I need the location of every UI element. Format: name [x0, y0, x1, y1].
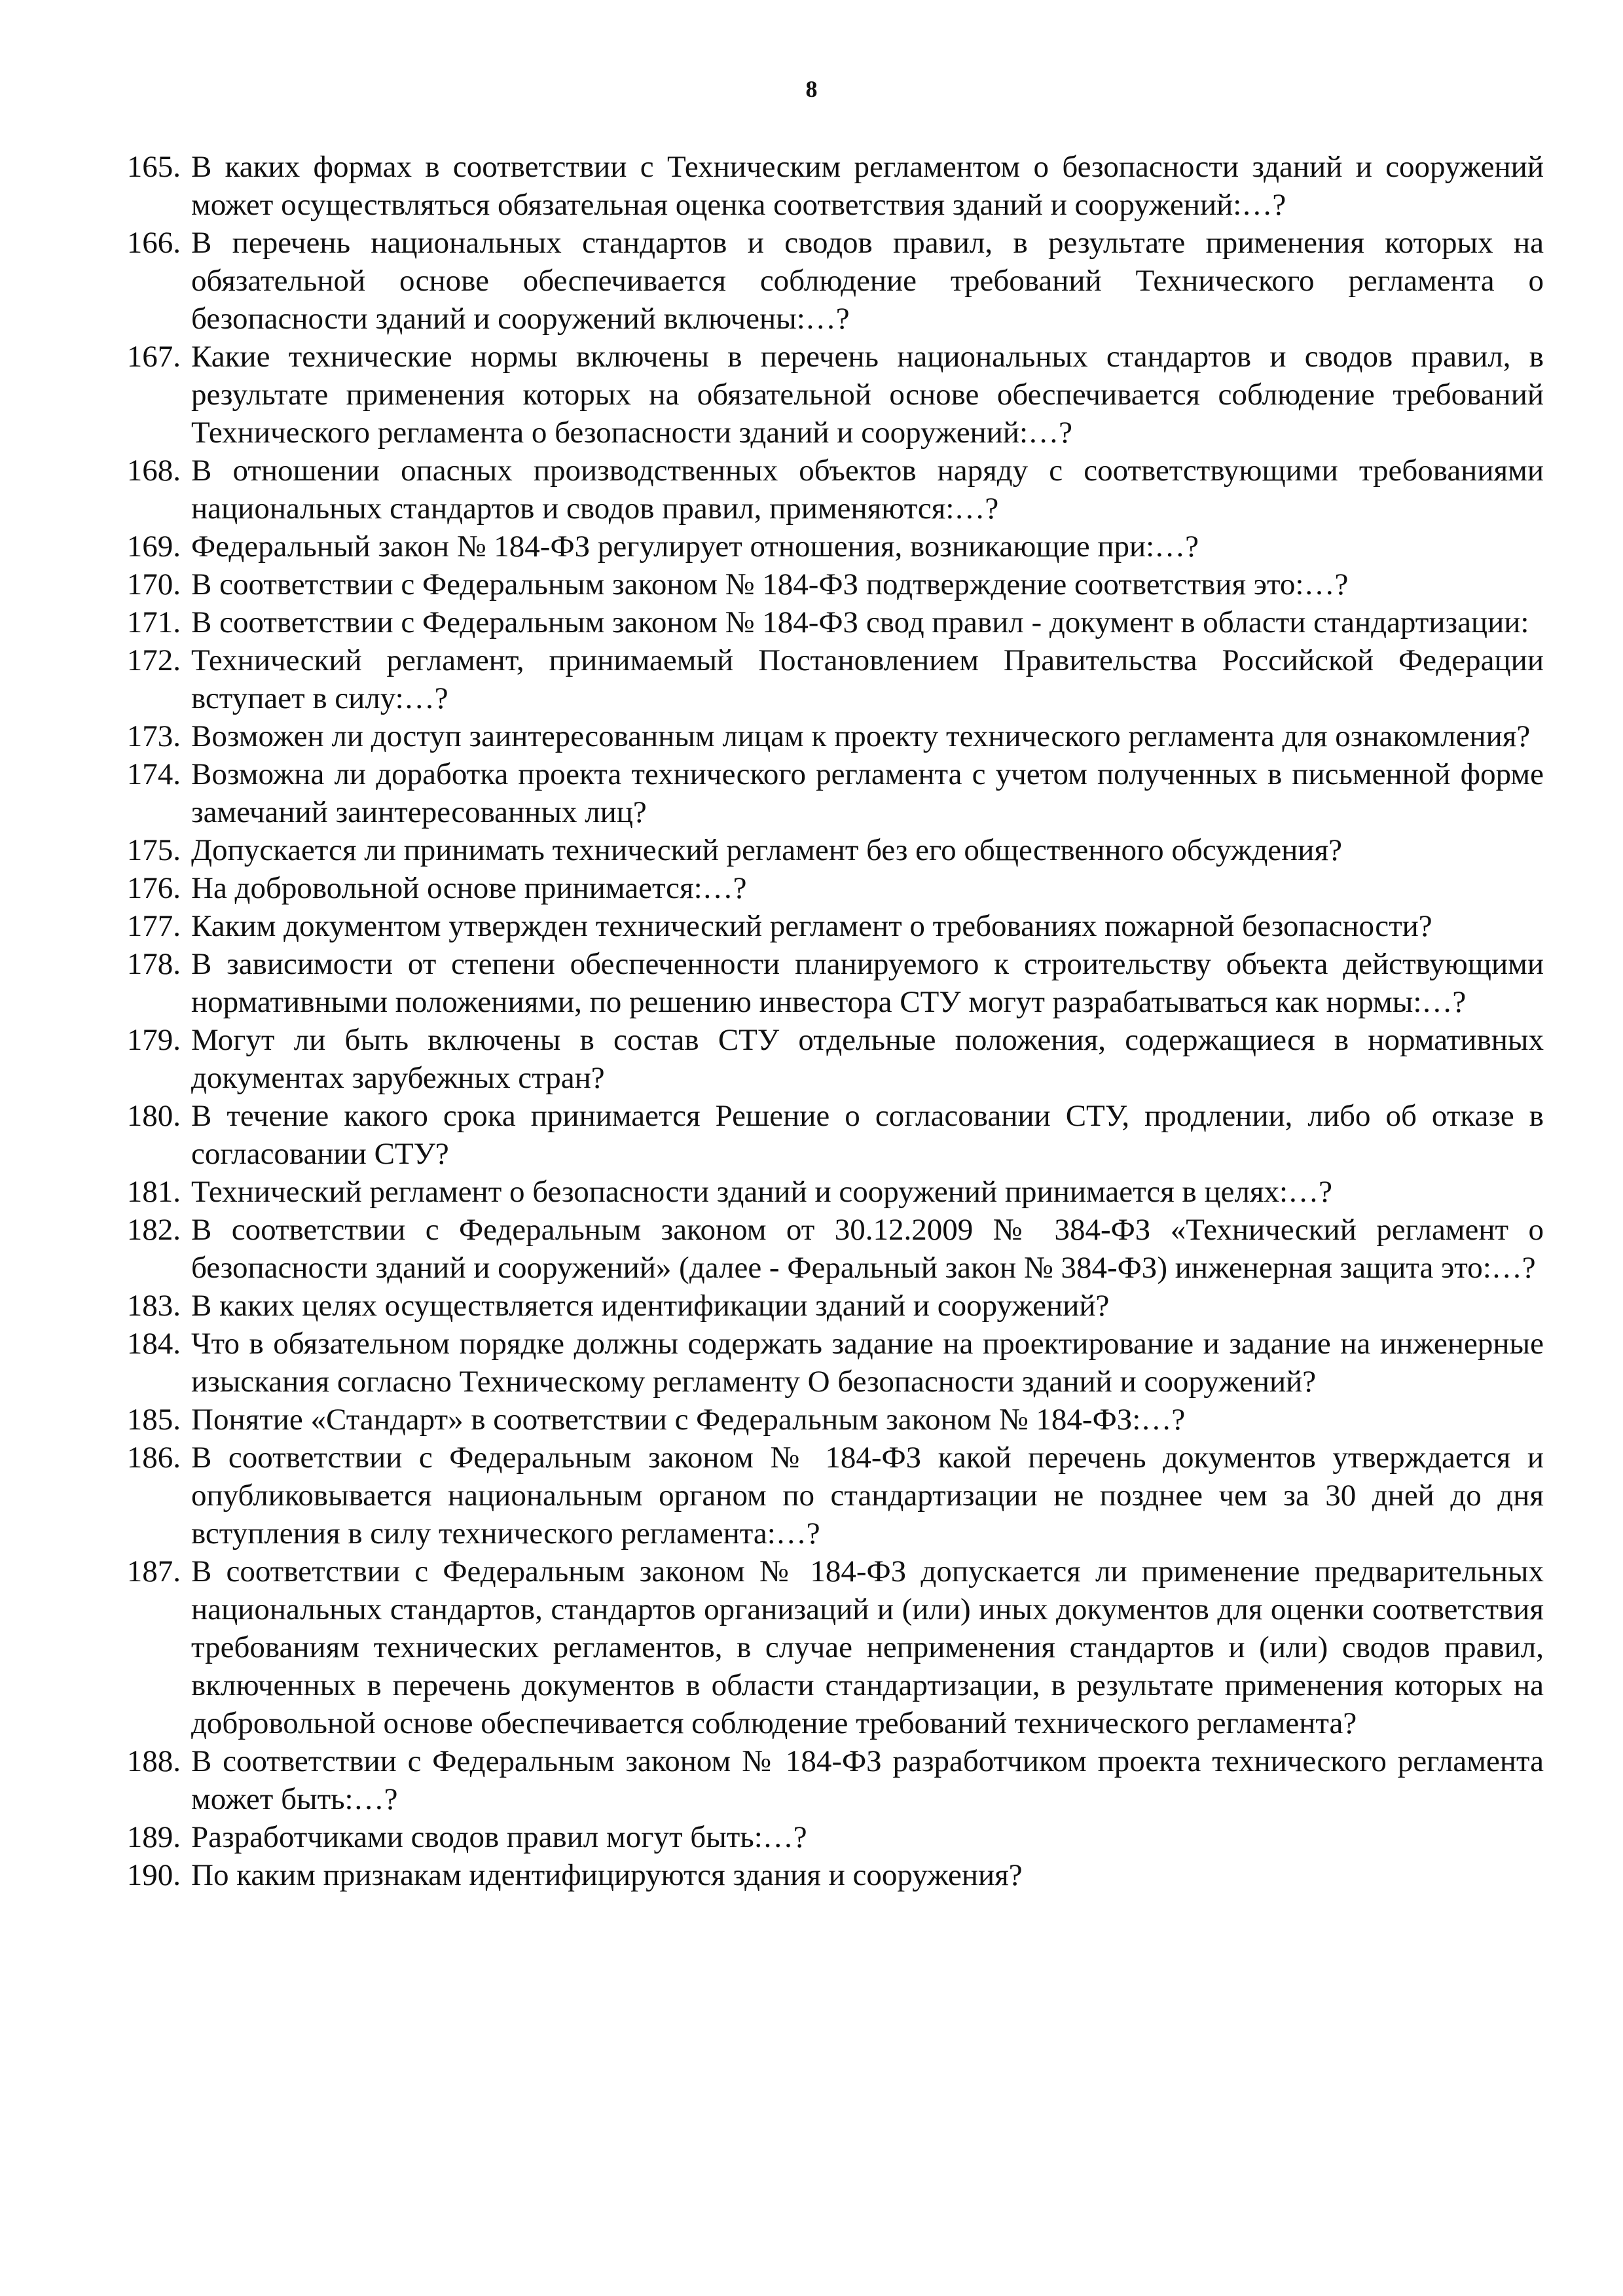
question-text: В соответствии с Федеральным законом № 184-ФЗ допускается ли применение предварительных национальных стандартов, стандартов организаций и (или) иных документов для оценки соответствия требованиям технических регламентов, в случае неприменения стандартов и (или) сводов правил, включенных в перечень документов в области стандартизации, в результате применения которых на добровольной основе обеспечивается соблюдение требований технического регламента? [191, 1554, 1544, 1740]
question-item [110, 528, 1544, 565]
question-list [110, 148, 1544, 1894]
question-number: 178. [126, 947, 181, 981]
question-text: Разработчиками сводов правил могут быть:…? [191, 1820, 807, 1854]
question-number: 180. [126, 1099, 181, 1133]
question-item [110, 452, 1544, 528]
question-text: В соответствии с Федеральным законом № 184-ФЗ подтверждение соответствия это:…? [191, 567, 1349, 601]
question-item [110, 1401, 1544, 1439]
question-text: На добровольной основе принимается:…? [191, 871, 747, 905]
question-item [110, 1439, 1544, 1552]
question-text: Федеральный закон № 184-ФЗ регулирует отношения, возникающие при:…? [191, 529, 1199, 564]
question-number: 188. [126, 1744, 181, 1778]
question-text: В соответствии с Федеральным законом от 30.12.2009 № 384-ФЗ «Технический регламент о безопасности зданий и сооружений» (далее - Феральный закон № 384-ФЗ) инженерная защита это:…? [191, 1213, 1544, 1285]
question-number: 175. [126, 833, 181, 867]
question-text: Технический регламент о безопасности зданий и сооружений принимается в целях:…? [191, 1175, 1332, 1209]
question-item [110, 1173, 1544, 1211]
question-item [110, 148, 1544, 224]
question-text: По каким признакам идентифицируются здания и сооружения? [191, 1858, 1023, 1892]
question-text: Технический регламент, принимаемый Постановлением Правительства Российской Федерации вступает в силу:…? [191, 643, 1544, 715]
question-item [110, 224, 1544, 338]
question-item [110, 1287, 1544, 1325]
question-number: 167. [126, 340, 181, 374]
question-text: В отношении опасных производственных объектов наряду с соответствующими требованиями национальных стандартов и сводов правил, применяются:…? [191, 454, 1544, 526]
question-number: 172. [126, 643, 181, 677]
page-number: 8 [805, 76, 818, 102]
question-number: 173. [126, 719, 181, 753]
question-number: 189. [126, 1820, 181, 1854]
question-item [110, 338, 1544, 452]
question-text: Допускается ли принимать технический регламент без его общественного обсуждения? [191, 833, 1342, 867]
question-number: 182. [126, 1213, 181, 1247]
question-text: Могут ли быть включены в состав СТУ отдельные положения, содержащиеся в нормативных документах зарубежных стран? [191, 1023, 1544, 1095]
question-item [110, 1097, 1544, 1173]
question-item [110, 1818, 1544, 1856]
question-number: 171. [126, 605, 181, 639]
question-number: 187. [126, 1554, 181, 1588]
question-number: 166. [126, 226, 181, 260]
question-number: 179. [126, 1023, 181, 1057]
question-text: Возможна ли доработка проекта технического регламента с учетом полученных в письменной форме замечаний заинтересованных лиц? [191, 757, 1544, 829]
question-text: В соответствии с Федеральным законом № 184-ФЗ разработчиком проекта технического регламента может быть:…? [191, 1744, 1544, 1816]
question-item [110, 565, 1544, 603]
question-item [110, 945, 1544, 1021]
question-text: В перечень национальных стандартов и сводов правил, в результате применения которых на обязательной основе обеспечивается соблюдение требований Технического регламента о безопасности зданий и сооружений включены:…? [191, 226, 1544, 336]
question-item [110, 1211, 1544, 1287]
question-number: 170. [126, 567, 181, 601]
question-text: Понятие «Стандарт» в соответствии с Федеральным законом № 184-ФЗ:…? [191, 1403, 1186, 1437]
question-item [110, 717, 1544, 755]
question-number: 176. [126, 871, 181, 905]
question-text: Каким документом утвержден технический регламент о требованиях пожарной безопасности? [191, 909, 1432, 943]
question-text: В каких формах в соответствии с Техническим регламентом о безопасности зданий и сооружений может осуществляться обязательная оценка соответствия зданий и сооружений:…? [191, 150, 1544, 222]
question-text: В зависимости от степени обеспеченности планируемого к строительству объекта действующими нормативными положениями, по решению инвестора СТУ могут разрабатываться как нормы:…? [191, 947, 1544, 1019]
question-number: 181. [126, 1175, 181, 1209]
question-number: 169. [126, 529, 181, 564]
question-item [110, 1021, 1544, 1097]
question-item [110, 641, 1544, 717]
question-number: 190. [126, 1858, 181, 1892]
question-number: 174. [126, 757, 181, 791]
question-text: В каких целях осуществляется идентификации зданий и сооружений? [191, 1289, 1110, 1323]
question-text: Что в обязательном порядке должны содержать задание на проектирование и задание на инженерные изыскания согласно Техническому регламенту О безопасности зданий и сооружений? [191, 1327, 1544, 1399]
question-number: 177. [126, 909, 181, 943]
question-text: Возможен ли доступ заинтересованным лицам к проекту технического регламента для ознакомления? [191, 719, 1531, 753]
question-item [110, 1742, 1544, 1818]
question-item [110, 831, 1544, 869]
question-number: 168. [126, 454, 181, 488]
question-item [110, 907, 1544, 945]
question-number: 183. [126, 1289, 181, 1323]
question-item [110, 755, 1544, 831]
question-item [110, 1856, 1544, 1894]
question-text: В соответствии с Федеральным законом № 184-ФЗ свод правил - документ в области стандартизации: [191, 605, 1529, 639]
question-text: В соответствии с Федеральным законом № 184-ФЗ какой перечень документов утверждается и опубликовывается национальным органом по стандартизации не позднее чем за 30 дней до дня вступления в силу технического регламента:…? [191, 1441, 1544, 1551]
question-item [110, 869, 1544, 907]
question-number: 165. [126, 150, 181, 184]
question-text: Какие технические нормы включены в перечень национальных стандартов и сводов правил, в результате применения которых на обязательной основе обеспечивается соблюдение требований Технического регламента о безопасности зданий и сооружений:…? [191, 340, 1544, 450]
question-item [110, 1552, 1544, 1742]
question-item [110, 603, 1544, 641]
question-number: 184. [126, 1327, 181, 1361]
question-number: 186. [126, 1441, 181, 1475]
question-number: 185. [126, 1403, 181, 1437]
question-text: В течение какого срока принимается Решение о согласовании СТУ, продлении, либо об отказе в согласовании СТУ? [191, 1099, 1544, 1171]
question-item [110, 1325, 1544, 1401]
